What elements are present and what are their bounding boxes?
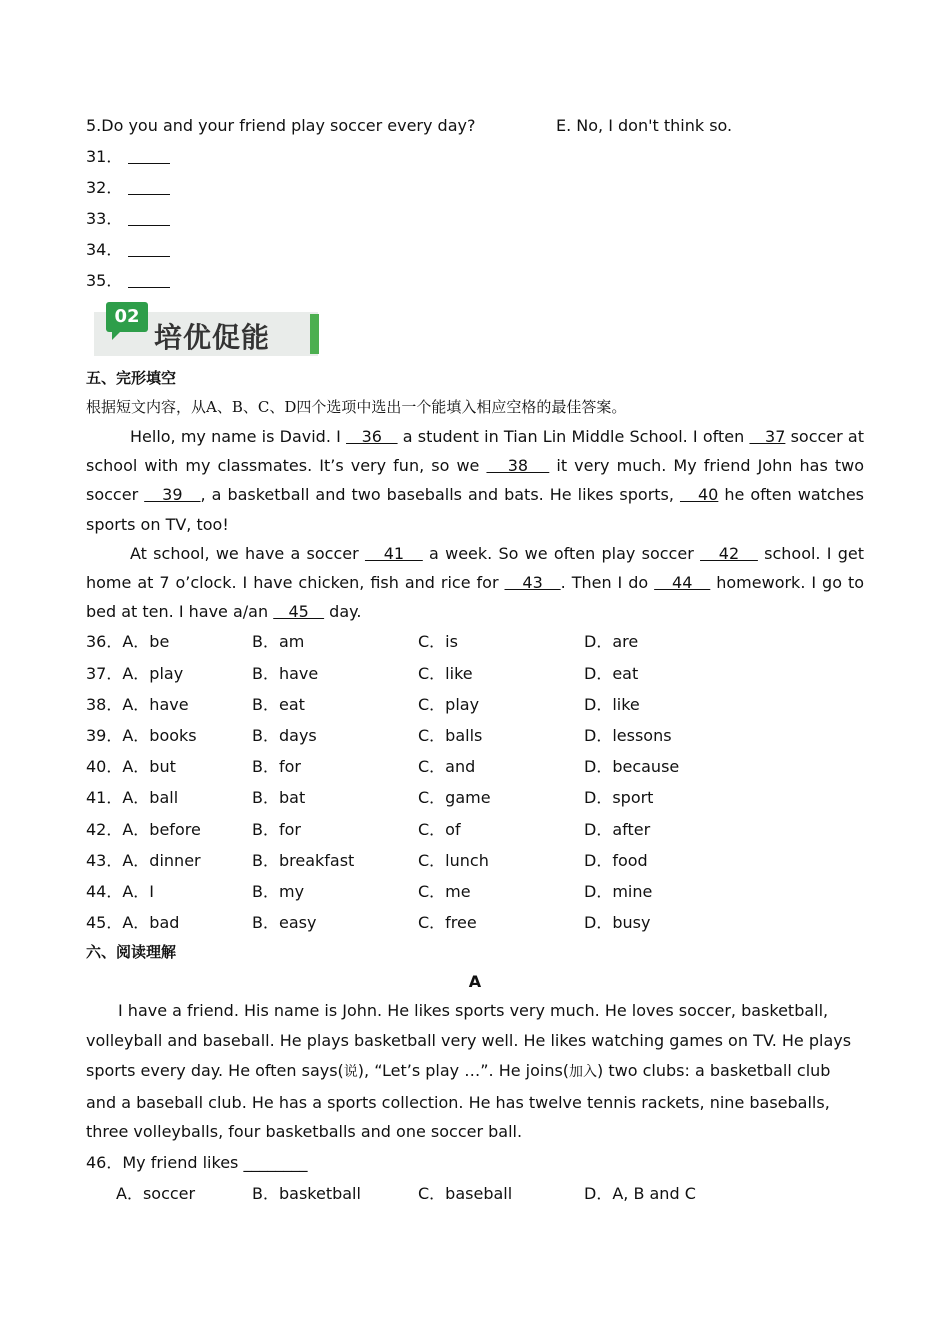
option-d[interactable]: D．because xyxy=(584,757,680,777)
option-b[interactable]: B．easy xyxy=(252,913,317,933)
option-a[interactable]: 43．A．dinner xyxy=(86,850,201,870)
blank-line[interactable] xyxy=(128,271,170,288)
option-b[interactable]: B．am xyxy=(252,632,305,652)
option-d[interactable]: D．busy xyxy=(584,913,651,933)
blank-line[interactable] xyxy=(128,240,170,257)
option-b[interactable]: B．my xyxy=(252,881,305,901)
option-a[interactable]: 40．A．but xyxy=(86,757,176,777)
option-c[interactable]: C．of xyxy=(418,819,461,839)
question-row xyxy=(86,689,864,720)
blank-42[interactable]: 42 xyxy=(700,543,758,563)
blank-36[interactable]: 36 xyxy=(346,427,398,446)
blank-39[interactable]: 39 xyxy=(144,485,201,505)
question-row xyxy=(86,751,864,782)
option-d[interactable]: D．food xyxy=(584,850,648,870)
option-b[interactable]: B．basketball xyxy=(252,1184,361,1204)
option-a[interactable]: 45．A．bad xyxy=(86,913,180,933)
option-a[interactable]: 42．A．before xyxy=(86,819,201,839)
blank-line[interactable] xyxy=(128,178,170,195)
matching-question-5 xyxy=(86,110,864,141)
option-c[interactable]: C．game xyxy=(418,788,491,808)
option-b[interactable]: B．days xyxy=(252,725,317,745)
blank-45[interactable]: 45 xyxy=(273,602,325,622)
option-d[interactable]: D．mine xyxy=(584,881,653,901)
option-b[interactable]: B．bat xyxy=(252,788,306,808)
question-row xyxy=(86,720,864,751)
section-banner xyxy=(94,302,326,356)
banner-number: 02 xyxy=(106,302,148,332)
option-c[interactable]: C．lunch xyxy=(418,850,489,870)
cloze-heading: 五、完形填空 xyxy=(86,369,177,387)
banner-title: 培优促能 xyxy=(154,321,271,354)
answer-blank-35[interactable]: 35． xyxy=(86,265,864,296)
option-c[interactable]: C．is xyxy=(418,632,458,652)
option-c[interactable]: C．free xyxy=(418,913,477,933)
option-d[interactable]: D．are xyxy=(584,632,639,652)
option-a[interactable]: 36．A．be xyxy=(86,632,170,652)
blank-37[interactable]: 37 xyxy=(749,427,786,446)
option-a[interactable]: A．soccer xyxy=(116,1184,196,1204)
reading-passage: I have a friend. His name is John. He likes sports very much. He loves soccer, basketball, volleyball and baseball. He plays basketball very well. He likes watching games on TV. He plays sports every day. He often says(说), “Let’s play …”. He joins(加入) two clubs: a basketball club and a baseball club. He has a sports collection. He has twelve tennis rackets, nine baseballs, three volleyballs, four basketballs and one soccer ball. xyxy=(86,1001,852,1142)
option-c[interactable]: C．balls xyxy=(418,725,483,745)
option-d[interactable]: D．eat xyxy=(584,663,639,683)
blank-40[interactable]: 40 xyxy=(679,485,719,505)
blank-43[interactable]: 43 xyxy=(504,573,561,593)
cloze-paragraph-2: At school, we have a soccer 41 a week. So we often play soccer 42 school. I get home at 7 o’clock. I have chicken, fish and rice for 43 . Then I do 44 homework. I go to bed at ten. I have a/an 45 day. xyxy=(86,543,865,622)
question-row xyxy=(86,845,864,876)
worksheet-page xyxy=(86,110,864,1209)
option-d[interactable]: D．lessons xyxy=(584,725,672,745)
question-row xyxy=(86,658,864,689)
cloze-paragraph-1: Hello, my name is David. I 36 a student in Tian Lin Middle School. I often 37 soccer at school with my classmates. It’s very fun, so we 38 it very much. My friend John has two soccer 39 , a basketball and two baseballs and bats. He likes sports, 40 he often watches sports on TV, too! xyxy=(86,427,865,534)
blank-41[interactable]: 41 xyxy=(364,543,423,563)
option-b[interactable]: B．eat xyxy=(252,694,305,714)
option-a[interactable]: 37．A．play xyxy=(86,663,184,683)
option-c[interactable]: C．baseball xyxy=(418,1184,513,1204)
reading-heading: 六、阅读理解 xyxy=(86,943,177,962)
question-row xyxy=(86,814,864,845)
cloze-options xyxy=(86,626,864,938)
option-d[interactable]: D．sport xyxy=(584,788,654,808)
option-c[interactable]: C．me xyxy=(418,881,471,901)
option-a[interactable]: 44．A．I xyxy=(86,881,155,901)
gloss-say: 说 xyxy=(343,1063,358,1080)
blank-44[interactable]: 44 xyxy=(654,573,711,593)
answer-blank-33[interactable]: 33． xyxy=(86,203,864,234)
answer-blank-31[interactable]: 31． xyxy=(86,141,864,172)
passage-label: A xyxy=(468,972,482,992)
question-row xyxy=(86,876,864,907)
question-row xyxy=(86,782,864,813)
banner-accent-bar xyxy=(310,314,319,354)
question-46: 46．My friend likes ________ xyxy=(86,1153,308,1173)
answer-blank-34[interactable]: 34． xyxy=(86,234,864,265)
blank-line[interactable] xyxy=(128,209,170,226)
option-b[interactable]: B．have xyxy=(252,663,319,683)
option-c[interactable]: C．like xyxy=(418,663,473,683)
option-c[interactable]: C．and xyxy=(418,757,476,777)
option-d[interactable]: D．like xyxy=(584,694,640,714)
option-b[interactable]: B．for xyxy=(252,757,301,777)
gloss-join: 加入 xyxy=(569,1063,598,1080)
option-a[interactable]: 41．A．ball xyxy=(86,788,179,808)
option-a[interactable]: 38．A．have xyxy=(86,694,189,714)
blank-line[interactable] xyxy=(128,147,170,164)
question-row xyxy=(86,907,864,938)
question-row xyxy=(86,626,864,657)
option-d[interactable]: D．after xyxy=(584,819,651,839)
answer-e-text: E. No, I don't think so. xyxy=(556,116,733,135)
option-d[interactable]: D．A, B and C xyxy=(584,1184,696,1204)
option-b[interactable]: B．breakfast xyxy=(252,850,355,870)
answer-blank-32[interactable]: 32． xyxy=(86,172,864,203)
blank-38[interactable]: 38 xyxy=(486,456,550,476)
question-5-text: 5.Do you and your friend play soccer every day? xyxy=(86,116,476,135)
question-46-options xyxy=(86,1178,864,1209)
option-a[interactable]: 39．A．books xyxy=(86,725,197,745)
option-b[interactable]: B．for xyxy=(252,819,301,839)
cloze-instruction: 根据短文内容，从A、B、C、D四个选项中选出一个能填入相应空格的最佳答案。 xyxy=(86,398,627,416)
option-c[interactable]: C．play xyxy=(418,694,480,714)
